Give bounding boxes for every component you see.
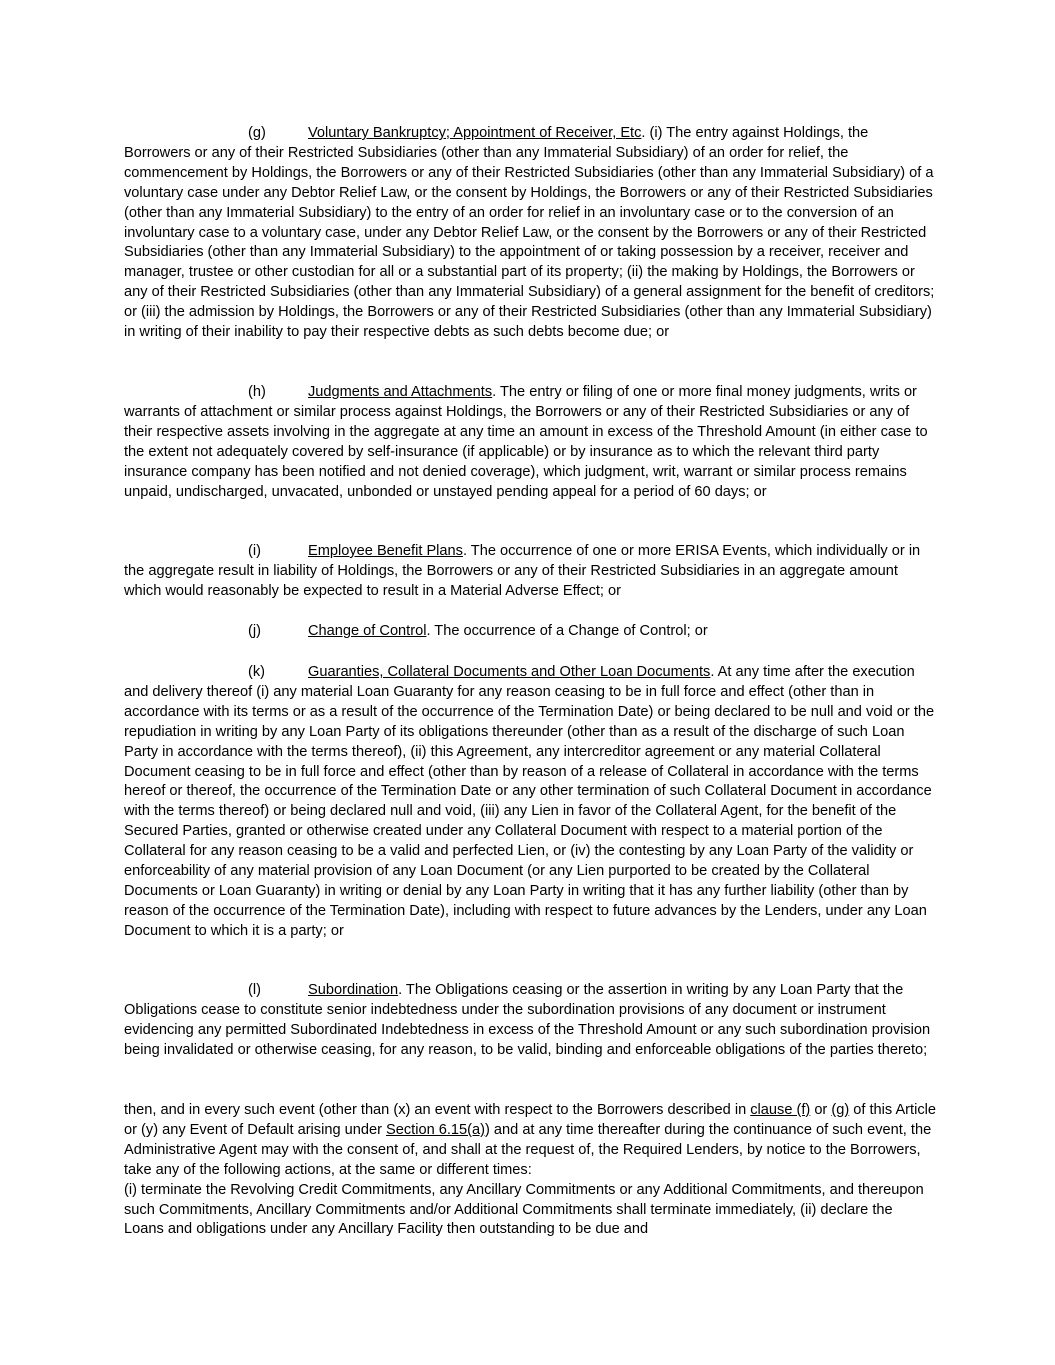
paragraph-i: [124, 542, 936, 602]
paragraph-body: . (i) The entry against Holdings, the Borrowers or any of their Restricted Subsidiaries (other than any Immaterial Subsidiary) of an order for relief, the commencement by Holdings, the Borrowers or any of their Restricted Subsidiaries (other than any Immaterial Subsidiary) of a voluntary case under any Debtor Relief Law, or the consent by Holdings, the Borrowers or any of their Restricted Subsidiaries (other than any Immaterial Subsidiary) to the entry of an order for relief in an involuntary case or to the conversion of an involuntary case to a voluntary case, under any Debtor Relief Law, or the consent by the Borrowers or any of their Restricted Subsidiaries (other than any Immaterial Subsidiary) to the appointment of or taking possession by a receiver, receiver and manager, trustee or other custodian for all or a substantial part of its property; (ii) the making by Holdings, the Borrowers or any of their Restricted Subsidiaries (other than any Immaterial Subsidiary) of a general assignment for the benefit of creditors; or (iii) the admission by Holdings, the Borrowers or any of their Restricted Subsidiaries (other than any Immaterial Subsidiary) in writing of their inability to pay their respective debts as such debts become due; or: [124, 125, 935, 341]
paragraph-j: [124, 622, 936, 642]
closing-text: ) and at any time thereafter during the continuance of such event, the Administrative Agent may with the consent of, and shall at the request of, the Required Lenders, by notice to the Borrowers, take any of the following actions, at the same or different times:: [124, 1121, 932, 1178]
paragraph-marker: (i): [248, 543, 261, 559]
clause-f-reference: clause (f): [750, 1102, 811, 1118]
closing-text: then, and in every such event (other than (x) an event with respect to the Borrowers described in: [124, 1102, 751, 1118]
closing-text: (i) terminate the Revolving Credit Commitments, any Ancillary Commitments or any Additional Commitments, and thereupon such Commitments, Ancillary Commitments and/or Additional Commitments shall terminate immediately, (ii) declare the Loans and obligations under any Ancillary Facility then outstanding to be due and: [124, 1181, 924, 1238]
closing-paragraph: [124, 1101, 936, 1240]
paragraph-l: [124, 981, 936, 1061]
paragraph-marker: (g): [248, 125, 266, 141]
section-reference: Section 6.15(a): [386, 1121, 485, 1138]
clause-g-reference: (g): [831, 1102, 850, 1118]
paragraph-marker: (l): [248, 982, 261, 998]
paragraph-g: [124, 124, 936, 343]
paragraph-heading: Voluntary Bankruptcy; Appointment of Receiver, Etc: [308, 125, 642, 141]
paragraph-heading: Change of Control: [308, 623, 427, 639]
paragraph-marker: (j): [248, 623, 261, 639]
paragraph-heading: Guaranties, Collateral Documents and Other Loan Documents: [308, 664, 711, 680]
paragraph-heading: Judgments and Attachments: [308, 384, 493, 400]
paragraph-body: . The occurrence of a Change of Control; or: [426, 623, 708, 639]
paragraph-body: . At any time after the execution and delivery thereof (i) any material Loan Guaranty for any reason ceasing to be in full force and effect (other than in accordance with its terms or as a result of the occurrence of the Termination Date) or being declared to be null and void or the repudiation in writing by any Loan Party of its obligations thereunder (other than as a result of the discharge of such Loan Party in accordance with the terms thereof), (ii) this Agreement, any intercreditor agreement or any material Collateral Document ceasing to be in full force and effect (other than by reason of a release of Collateral in accordance with the terms hereof or thereof, the occurrence of the Termination Date or any other termination of such Collateral Document in accordance with the terms thereof) or being declared null and void, (iii) any Lien in favor of the Collateral Agent, for the benefit of the Secured Parties, granted or otherwise created under any Collateral Document with respect to a material portion of the Collateral for any reason ceasing to be a valid and perfected Lien, or (iv) the contesting by any Loan Party of the validity or enforceability of any material provision of any Loan Document (or any Lien purported to be created by the Collateral Documents or Loan Guaranty) in writing or denial by any Loan Party in writing that it has any further liability (other than by reason of the occurrence of the Termination Date), including with respect to future advances by the Lenders, under any Loan Document to which it is a party; or: [124, 664, 935, 939]
paragraph-body: . The entry or filing of one or more final money judgments, writs or warrants of attachment or similar process against Holdings, the Borrowers or any of their Restricted Subsidiaries or any of their respective assets involving in the aggregate at any time an amount in excess of the Threshold Amount (in either case to the extent not adequately covered by self-insurance (if applicable) or by insurance as to which the relevant third party insurance company has been notified and not denied coverage), which judgment, writ, warrant or similar process remains unpaid, undischarged, unvacated, unbonded or unstayed pending appeal for a period of 60 days; or: [124, 384, 928, 500]
paragraph-heading: Employee Benefit Plans: [308, 543, 463, 559]
paragraph-heading: Subordination: [308, 982, 399, 998]
paragraph-k: [124, 663, 936, 942]
paragraph-body: . The occurrence of one or more ERISA Events, which individually or in the aggregate result in liability of Holdings, the Borrowers or any of their Restricted Subsidiaries in an aggregate amount which would reasonably be expected to result in a Material Adverse Effect; or: [124, 543, 921, 599]
paragraph-marker: (k): [248, 664, 266, 680]
paragraph-h: [124, 383, 936, 502]
paragraph-marker: (h): [248, 384, 266, 400]
closing-text: of this Article or (y) any Event of Default arising under: [124, 1102, 936, 1138]
closing-text: or: [810, 1102, 832, 1118]
paragraph-body: . The Obligations ceasing or the assertion in writing by any Loan Party that the Obligations cease to constitute senior indebtedness under the subordination provisions of any document or instrument evidencing any permitted Subordinated Indebtedness in excess of the Threshold Amount or any such subordination provision being invalidated or otherwise ceasing, for any reason, to be valid, binding and enforceable obligations of the parties thereto;: [124, 982, 931, 1058]
